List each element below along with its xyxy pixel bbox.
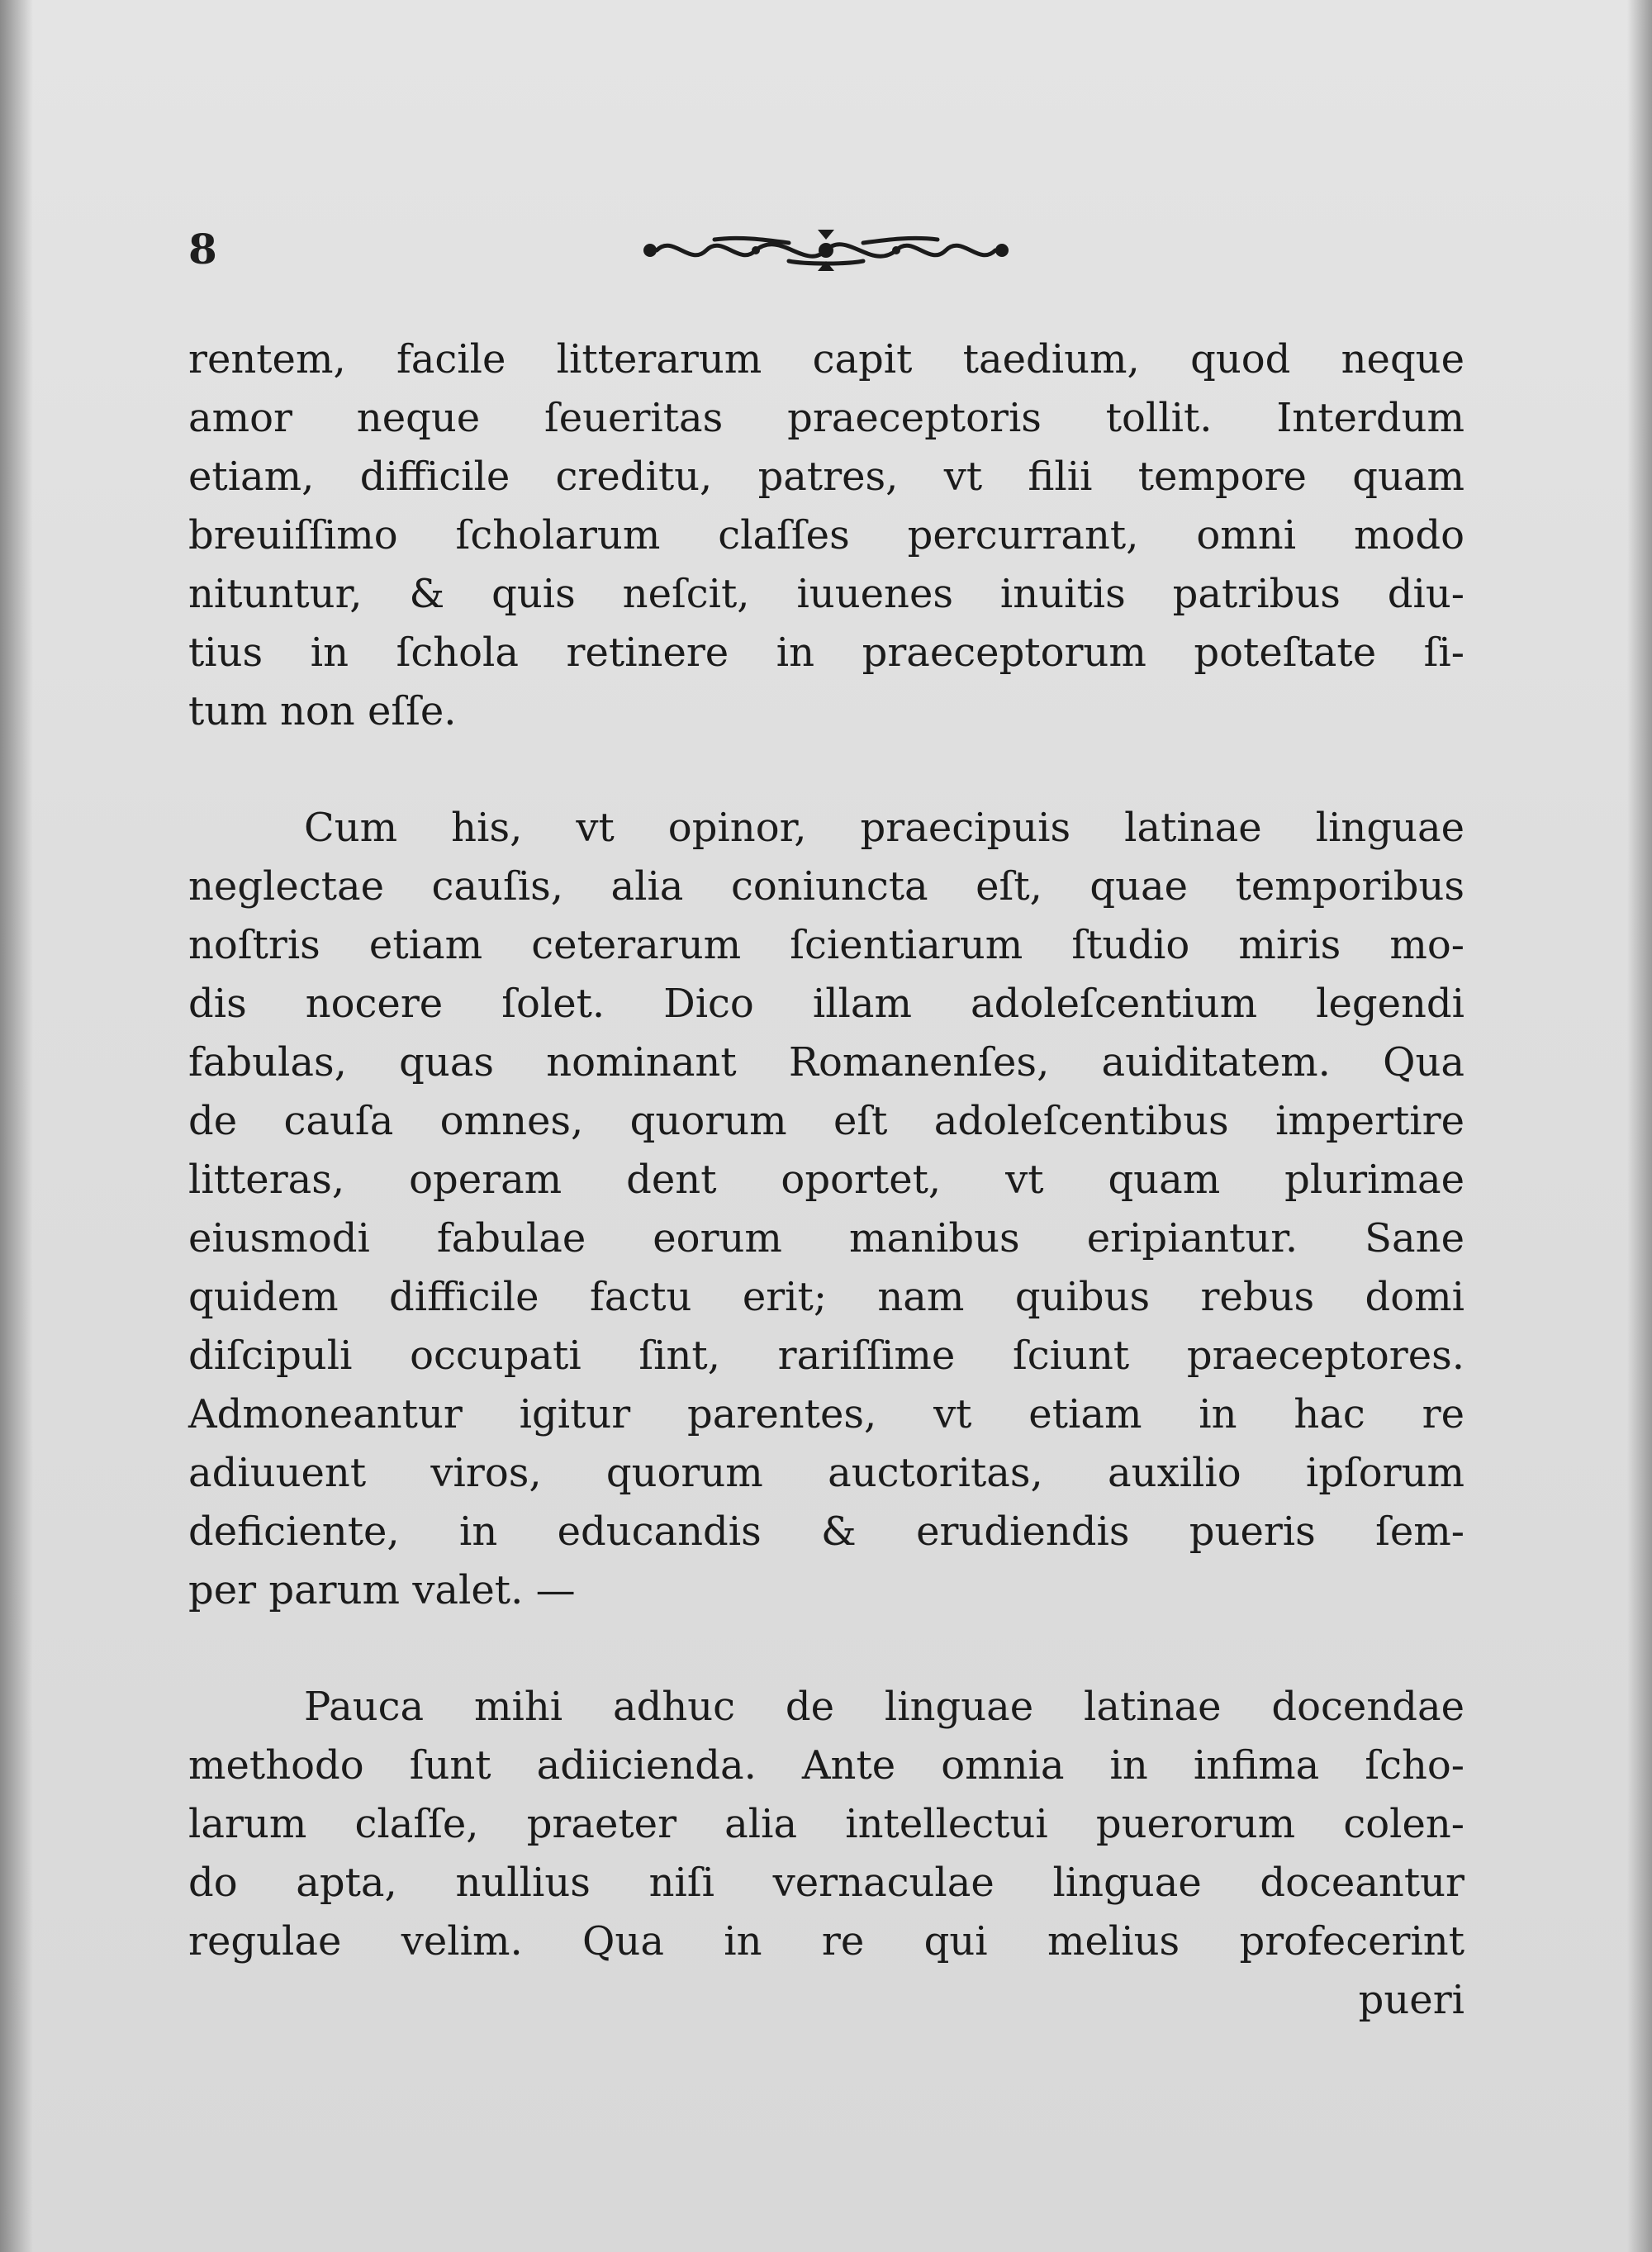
text-line: neglectae cauſis, alia coniuncta eſt, quae temporibus [188, 863, 1464, 910]
text-line: larum claſſe, praeter alia intellectui puerorum colen- [188, 1801, 1464, 1847]
text-line: regulae velim. Qua in re qui melius profecerint [188, 1918, 1464, 1965]
text-line: breuiſſimo ſcholarum claſſes percurrant, omni modo [188, 512, 1464, 558]
text-line: de cauſa omnes, quorum eſt adoleſcentibus impertire [188, 1098, 1464, 1144]
text-line: fabulas, quas nominant Romanenſes, auiditatem. Qua [188, 1039, 1464, 1086]
text-line: noſtris etiam ceterarum ſcientiarum ſtudio miris mo- [188, 922, 1464, 968]
text-line: methodo ſunt adiicienda. Ante omnia in infima ſcho- [188, 1742, 1464, 1789]
catchword: pueri [1358, 1977, 1464, 2023]
text-line: quidem difficile factu erit; nam quibus rebus domi [188, 1274, 1464, 1320]
text-line: etiam, difficile creditu, patres, vt filii tempore quam [188, 454, 1464, 500]
text-line: nituntur, & quis neſcit, iuuenes inuitis patribus diu- [188, 571, 1464, 617]
page-edge-shadow-left [0, 0, 33, 2252]
paragraph-2 [188, 799, 1464, 1620]
text-line: per parum valet. — [188, 1567, 576, 1613]
text-line: diſcipuli occupati ſint, rariſſime ſciunt praeceptores. [188, 1333, 1464, 1379]
text-line: amor neque ſeueritas praeceptoris tollit. Interdum [188, 395, 1464, 441]
text-line: tius in ſchola retinere in praeceptorum poteſtate ſi- [188, 630, 1464, 676]
text-line: litteras, operam dent oportet, vt quam plurimae [188, 1157, 1464, 1203]
text-line: adiuuent viros, quorum auctoritas, auxilio ipſorum [188, 1450, 1464, 1496]
page-number: 8 [188, 225, 217, 273]
text-line: dis nocere ſolet. Dico illam adoleſcentium legendi [188, 981, 1464, 1027]
text-line: rentem, facile litterarum capit taedium, quod neque [188, 336, 1464, 382]
text-line: deficiente, in educandis & erudiendis pueris ſem- [188, 1508, 1464, 1555]
decorative-vine-ornament-icon [640, 221, 1012, 279]
text-line: tum non eſſe. [188, 688, 457, 734]
text-line: do apta, nullius niſi vernaculae linguae doceantur [188, 1860, 1464, 1906]
text-line: eiusmodi fabulae eorum manibus eripiantur. Sane [188, 1215, 1464, 1261]
text-line: Pauca mihi adhuc de linguae latinae docendae [304, 1684, 1464, 1730]
paragraph-1 [188, 330, 1464, 741]
page-edge-shadow-right [1627, 0, 1652, 2252]
paragraph-3 [188, 1678, 1464, 1971]
text-line: Admoneantur igitur parentes, vt etiam in hac re [188, 1391, 1464, 1437]
body-text [188, 330, 1464, 2030]
text-line: Cum his, vt opinor, praecipuis latinae linguae [304, 805, 1464, 851]
